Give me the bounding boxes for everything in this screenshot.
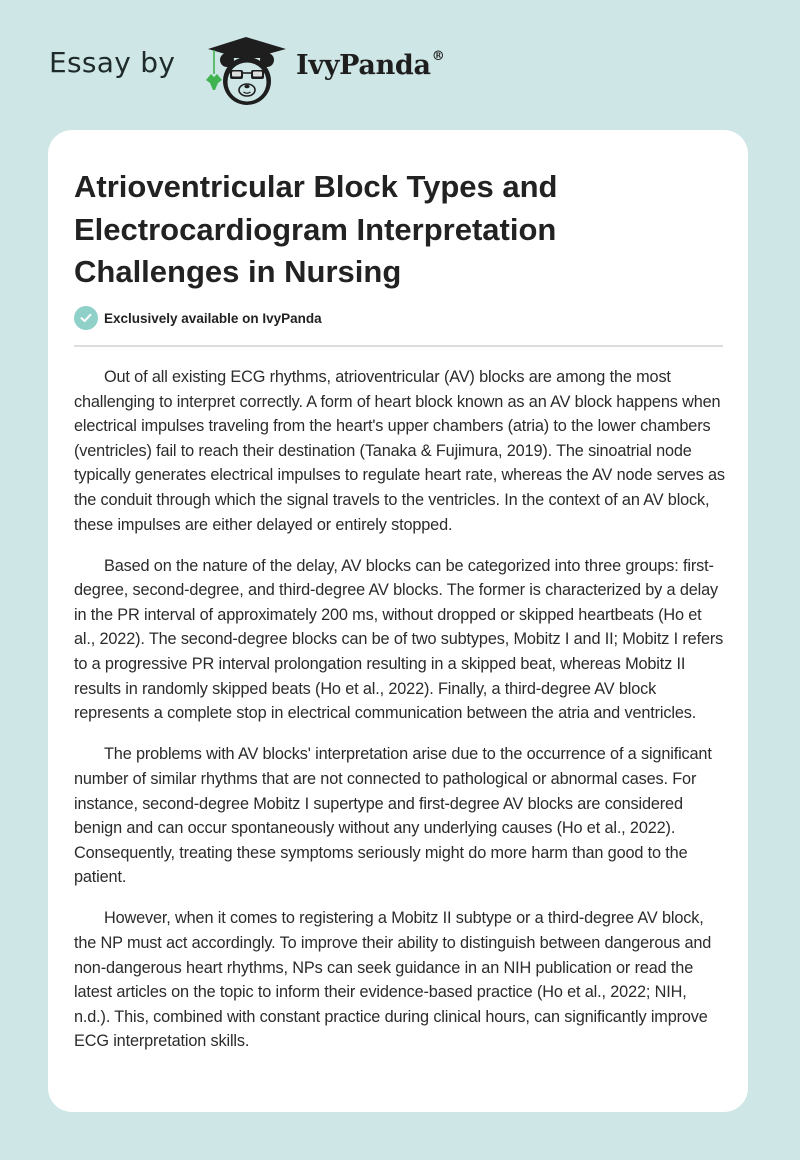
exclusive-label: Exclusively available on IvyPanda [104,310,322,326]
essay-by-label: Essay by [49,46,176,79]
brand-name: IvyPanda [296,50,431,81]
check-circle-icon [74,306,98,330]
site-header [0,0,800,130]
paragraph: However, when it comes to registering a Mobitz II subtype or a third-degree AV block, the NP must act accordingly. To improve their ability to distinguish between dangerous and non-dangerous heart rhythms, NPs can seek guidance in an NIH publication or read the latest articles on the topic to inform their evidence-based practice (Ho et al., 2022; NIH, n.d.). This, combined with constant practice during clinical hours, can significantly improve ECG interpretation skills. [74,909,712,1051]
paragraph: Out of all existing ECG rhythms, atrioventricular (AV) blocks are among the most challenging to interpret correctly. A form of heart block known as an AV block happens when electrical impulses traveling from the heart's upper chambers (atria) to the lower chambers (ventricles) fail to reach their destination (Tanaka & Fujimura, 2019). The sinoatrial node typically generates electrical impulses to regulate heart rate, whereas the AV node serves as the conduit through which the signal travels to the ventricles. In the context of an AV block, these impulses are either delayed or entirely stopped. [74,368,725,534]
essay-body [74,365,726,1070]
essay-card [48,130,748,1112]
paragraph: The problems with AV blocks' interpretation arise due to the occurrence of a significant number of similar rhythms that are not connected to pathological or abnormal cases. For instance, second-degree Mobitz I supertype and first-degree AV blocks are considered benign and can occur spontaneously without any underlying causes (Ho et al., 2022). Consequently, treating these symptoms seriously might do more harm than good to the patient. [74,745,712,887]
registered-mark: ® [431,49,445,64]
divider [74,345,723,347]
panda-graduate-icon[interactable] [202,36,290,108]
essay-title: Atrioventricular Block Types and Electrocardiogram Interpretation Challenges in Nursing [74,169,558,289]
brand-logo-text[interactable] [296,50,444,81]
exclusive-badge [74,306,322,330]
paragraph: Based on the nature of the delay, AV blocks can be categorized into three groups: first-degree, second-degree, and third-degree AV blocks. The former is characterized by a delay in the PR interval of approximately 200 ms, without dropped or skipped heartbeats (Ho et al., 2022). The second-degree blocks can be of two subtypes, Mobitz I and II; Mobitz I refers to a progressive PR interval prolongation resulting in a skipped beat, whereas Mobitz II results in randomly skipped beats (Ho et al., 2022). Finally, a third-degree AV block represents a complete stop in electrical communication between the atria and ventricles. [74,556,724,723]
